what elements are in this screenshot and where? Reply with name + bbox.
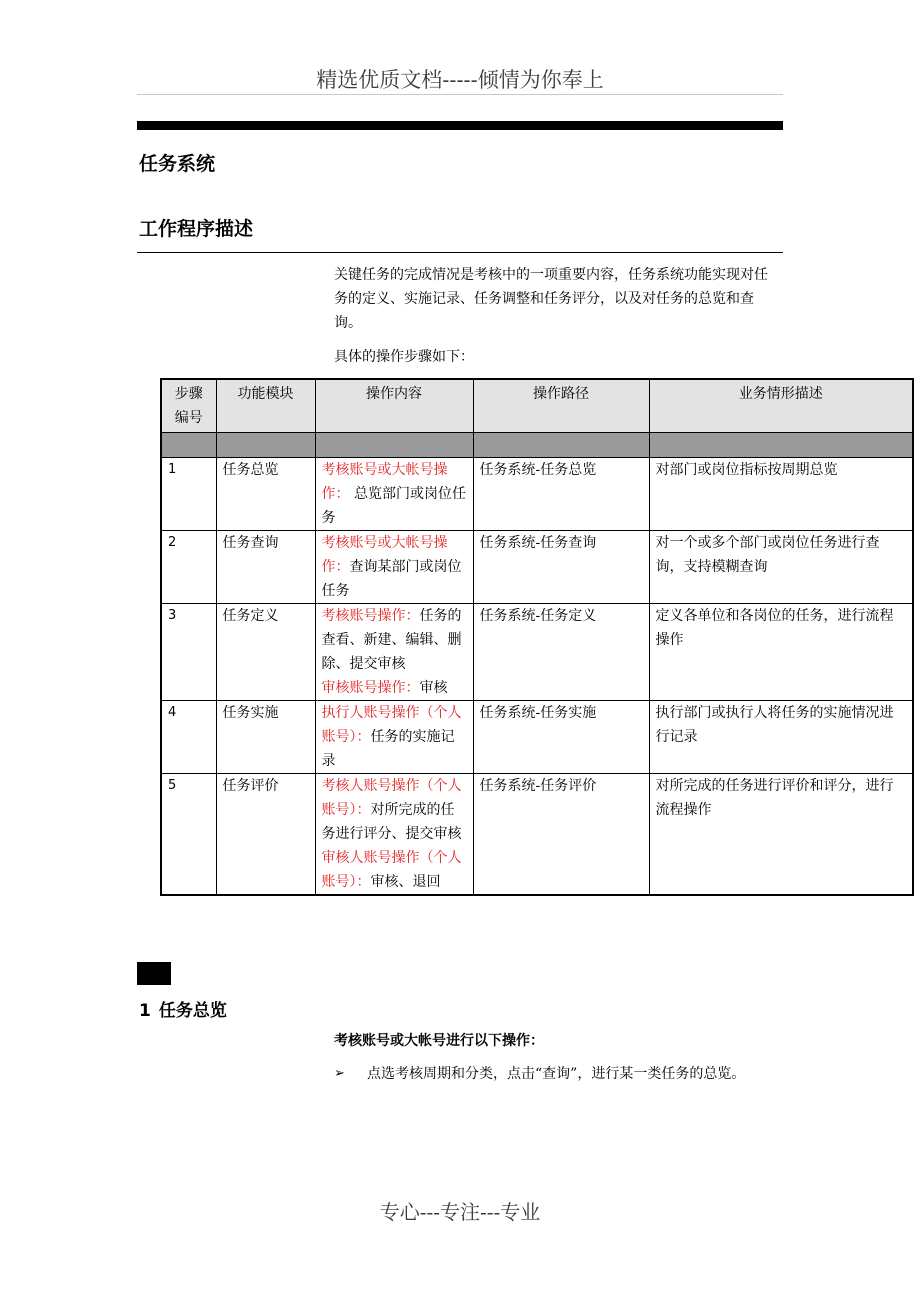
header-content: 操作内容 xyxy=(315,379,473,433)
section1-heading xyxy=(139,996,227,1021)
row-module: 任务评价 xyxy=(216,774,315,896)
row-module: 任务查询 xyxy=(216,531,315,604)
row-step-number: 1 xyxy=(161,458,216,531)
table-row xyxy=(161,701,913,774)
row-content xyxy=(315,531,473,604)
section-marker-block xyxy=(137,962,171,985)
row-path: 任务系统-任务定义 xyxy=(473,604,649,701)
row-step-number: 5 xyxy=(161,774,216,896)
row-step-number: 2 xyxy=(161,531,216,604)
row-step-number: 3 xyxy=(161,604,216,701)
row-module: 任务总览 xyxy=(216,458,315,531)
row-description: 对部门或岗位指标按周期总览 xyxy=(649,458,913,531)
header-step-line2: 编号 xyxy=(174,410,203,426)
intro-paragraph: 关键任务的完成情况是考核中的一项重要内容，任务系统功能实现对任务的定义、实施记录、任务调整和任务评分，以及对任务的总览和查询。 xyxy=(334,267,768,331)
role-label: 审核人账号操作（个人账号）： xyxy=(321,850,462,890)
content-text: 对所完成的任务进行评分、提交审核 xyxy=(321,802,462,842)
row-path: 任务系统-任务查询 xyxy=(473,531,649,604)
content-text: 审核、退回 xyxy=(370,874,441,890)
table-header-row xyxy=(161,379,913,433)
role-label: 执行人账号操作（个人账号）： xyxy=(321,705,462,745)
header-divider xyxy=(137,94,783,95)
row-description: 对一个或多个部门或岗位任务进行查询，支持模糊查询 xyxy=(649,531,913,604)
role-label: 考核账号操作： xyxy=(321,608,420,624)
header-path: 操作路径 xyxy=(473,379,649,433)
arrow-bullet-icon: ➢ xyxy=(334,1066,345,1081)
table-row xyxy=(161,774,913,896)
row-module: 任务实施 xyxy=(216,701,315,774)
row-path: 任务系统-任务评价 xyxy=(473,774,649,896)
content-text: 查询某部门或岗位任务 xyxy=(321,559,462,599)
section-title: 任务系统 xyxy=(139,153,216,175)
page-footer: 专心---专注---专业 xyxy=(379,1200,541,1224)
header-step-number xyxy=(161,379,216,433)
row-content xyxy=(315,701,473,774)
row-content xyxy=(315,458,473,531)
row-content xyxy=(315,604,473,701)
row-step-number: 4 xyxy=(161,701,216,774)
row-description: 执行部门或执行人将任务的实施情况进行记录 xyxy=(649,701,913,774)
role-label: 考核人账号操作（个人账号）： xyxy=(321,778,462,818)
subsection-title: 工作程序描述 xyxy=(139,218,254,240)
row-description: 对所完成的任务进行评价和评分，进行流程操作 xyxy=(649,774,913,896)
section1-number: 1 xyxy=(139,1001,151,1021)
subsection-divider xyxy=(137,252,783,253)
table-band-row xyxy=(161,433,913,458)
steps-intro: 具体的操作步骤如下： xyxy=(334,349,474,365)
section1-lead: 考核账号或大帐号进行以下操作： xyxy=(334,1033,544,1049)
steps-table xyxy=(160,378,914,896)
table-row xyxy=(161,531,913,604)
table-row xyxy=(161,604,913,701)
content-text: 总览部门或岗位任务 xyxy=(321,486,466,526)
role-label: 考核账号或大帐号操作： xyxy=(321,535,448,575)
row-path: 任务系统-任务实施 xyxy=(473,701,649,774)
title-bar-decoration xyxy=(137,121,783,130)
section1-bullet-text: 点选考核周期和分类，点击“查询”，进行某一类任务的总览。 xyxy=(367,1066,746,1082)
page-header: 精选优质文档-----倾情为你奉上 xyxy=(316,68,604,92)
row-module: 任务定义 xyxy=(216,604,315,701)
content-text: 审核 xyxy=(419,680,448,696)
role-label: 考核账号或大帐号操作： xyxy=(321,462,448,502)
header-description: 业务情形描述 xyxy=(649,379,913,433)
header-module: 功能模块 xyxy=(216,379,315,433)
section1-title: 任务总览 xyxy=(158,1001,227,1021)
header-step-line1: 步骤 xyxy=(174,386,203,402)
content-text: 任务的实施记录 xyxy=(321,729,455,769)
role-label: 审核账号操作： xyxy=(321,680,420,696)
table-row xyxy=(161,458,913,531)
row-description: 定义各单位和各岗位的任务，进行流程操作 xyxy=(649,604,913,701)
row-content xyxy=(315,774,473,896)
row-path: 任务系统-任务总览 xyxy=(473,458,649,531)
content-text: 任务的查看、新建、编辑、删除、提交审核 xyxy=(321,608,462,672)
